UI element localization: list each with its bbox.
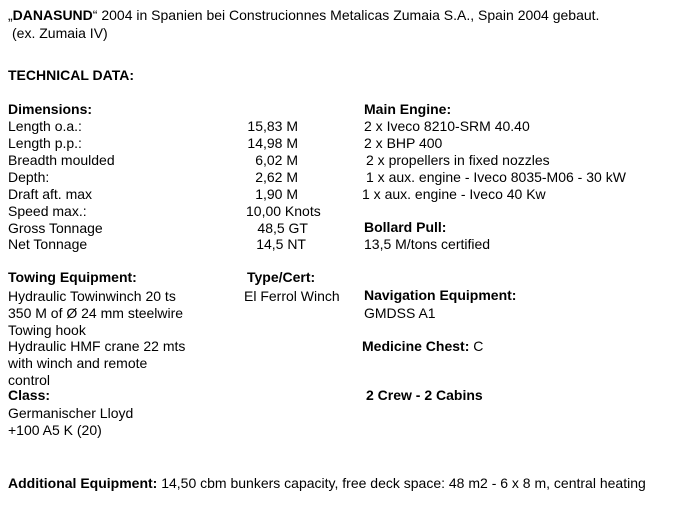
ship-name: DANASUND — [12, 7, 93, 23]
navigation-equipment-value: GMDSS A1 — [364, 305, 436, 321]
crew-cabins: 2 Crew - 2 Cabins — [366, 387, 483, 403]
medicine-chest-value: C — [469, 338, 484, 354]
main-engine-line: 2 x propellers in fixed nozzles — [366, 152, 550, 168]
dimension-value: 6,02 M — [255, 152, 298, 168]
additional-equipment — [8, 475, 646, 491]
bollard-pull-value: 13,5 M/tons certified — [364, 236, 491, 252]
dimension-label: Breadth moulded — [8, 152, 115, 168]
intro-line-2: (ex. Zumaia IV) — [12, 25, 108, 41]
class-heading: Class: — [8, 387, 51, 403]
dimension-value: 14,98 M — [247, 135, 298, 151]
medicine-chest-label: Medicine Chest: — [362, 338, 470, 354]
quote-open: „ — [8, 7, 13, 23]
towing-equipment-heading: Towing Equipment: — [8, 269, 137, 285]
dimension-value: 2,62 M — [255, 169, 298, 185]
dimension-label: Draft aft. max — [8, 186, 93, 202]
towing-line: Hydraulic HMF crane 22 mts — [8, 338, 186, 354]
medicine-chest — [362, 338, 483, 354]
class-line: +100 A5 K (20) — [8, 422, 102, 438]
main-engine-line: 2 x BHP 400 — [364, 135, 443, 151]
towing-line: 350 M of Ø 24 mm steelwire — [8, 305, 184, 321]
intro-line-1-rest: “ 2004 in Spanien bei Construcionnes Metalicas Zumaia S.A., Spain 2004 gebaut. — [92, 7, 600, 23]
class-line: Germanischer Lloyd — [8, 405, 134, 421]
main-engine-line: 1 x aux. engine - Iveco 8035-M06 - 30 kW — [366, 169, 626, 185]
dimension-value: 10,00 Knots — [246, 203, 321, 219]
dimension-label: Depth: — [8, 169, 50, 185]
type-cert-heading: Type/Cert: — [247, 269, 316, 285]
main-engine-line: 2 x Iveco 8210-SRM 40.40 — [364, 118, 530, 134]
dimension-value: 1,90 M — [255, 186, 298, 202]
intro-line-1 — [8, 7, 599, 23]
type-cert-value: El Ferrol Winch — [244, 288, 340, 304]
additional-equipment-label: Additional Equipment: — [8, 475, 158, 491]
main-engine-line: 1 x aux. engine - Iveco 40 Kw — [362, 186, 546, 202]
dimension-value: 14,5 NT — [256, 236, 306, 252]
additional-equipment-value: 14,50 cbm bunkers capacity, free deck space: 48 m2 - 6 x 8 m, central heating — [157, 475, 646, 491]
towing-line: with winch and remote — [8, 355, 148, 371]
dimension-value: 15,83 M — [247, 118, 298, 134]
navigation-equipment-heading: Navigation Equipment: — [364, 287, 517, 303]
dimension-label: Length o.a.: — [8, 118, 82, 134]
towing-line: Towing hook — [8, 322, 86, 338]
dimensions-heading: Dimensions: — [8, 101, 93, 117]
dimension-label: Length p.p.: — [8, 135, 82, 151]
bollard-pull-heading: Bollard Pull: — [364, 219, 447, 235]
dimension-label: Net Tonnage — [8, 236, 88, 252]
technical-data-heading: TECHNICAL DATA: — [8, 67, 134, 83]
dimension-label: Gross Tonnage — [8, 220, 103, 236]
dimension-label: Speed max.: — [8, 203, 87, 219]
dimension-value: 48,5 GT — [257, 220, 308, 236]
towing-line: control — [8, 372, 51, 388]
main-engine-heading: Main Engine: — [364, 101, 452, 117]
towing-line: Hydraulic Towinwinch 20 ts — [8, 288, 176, 304]
